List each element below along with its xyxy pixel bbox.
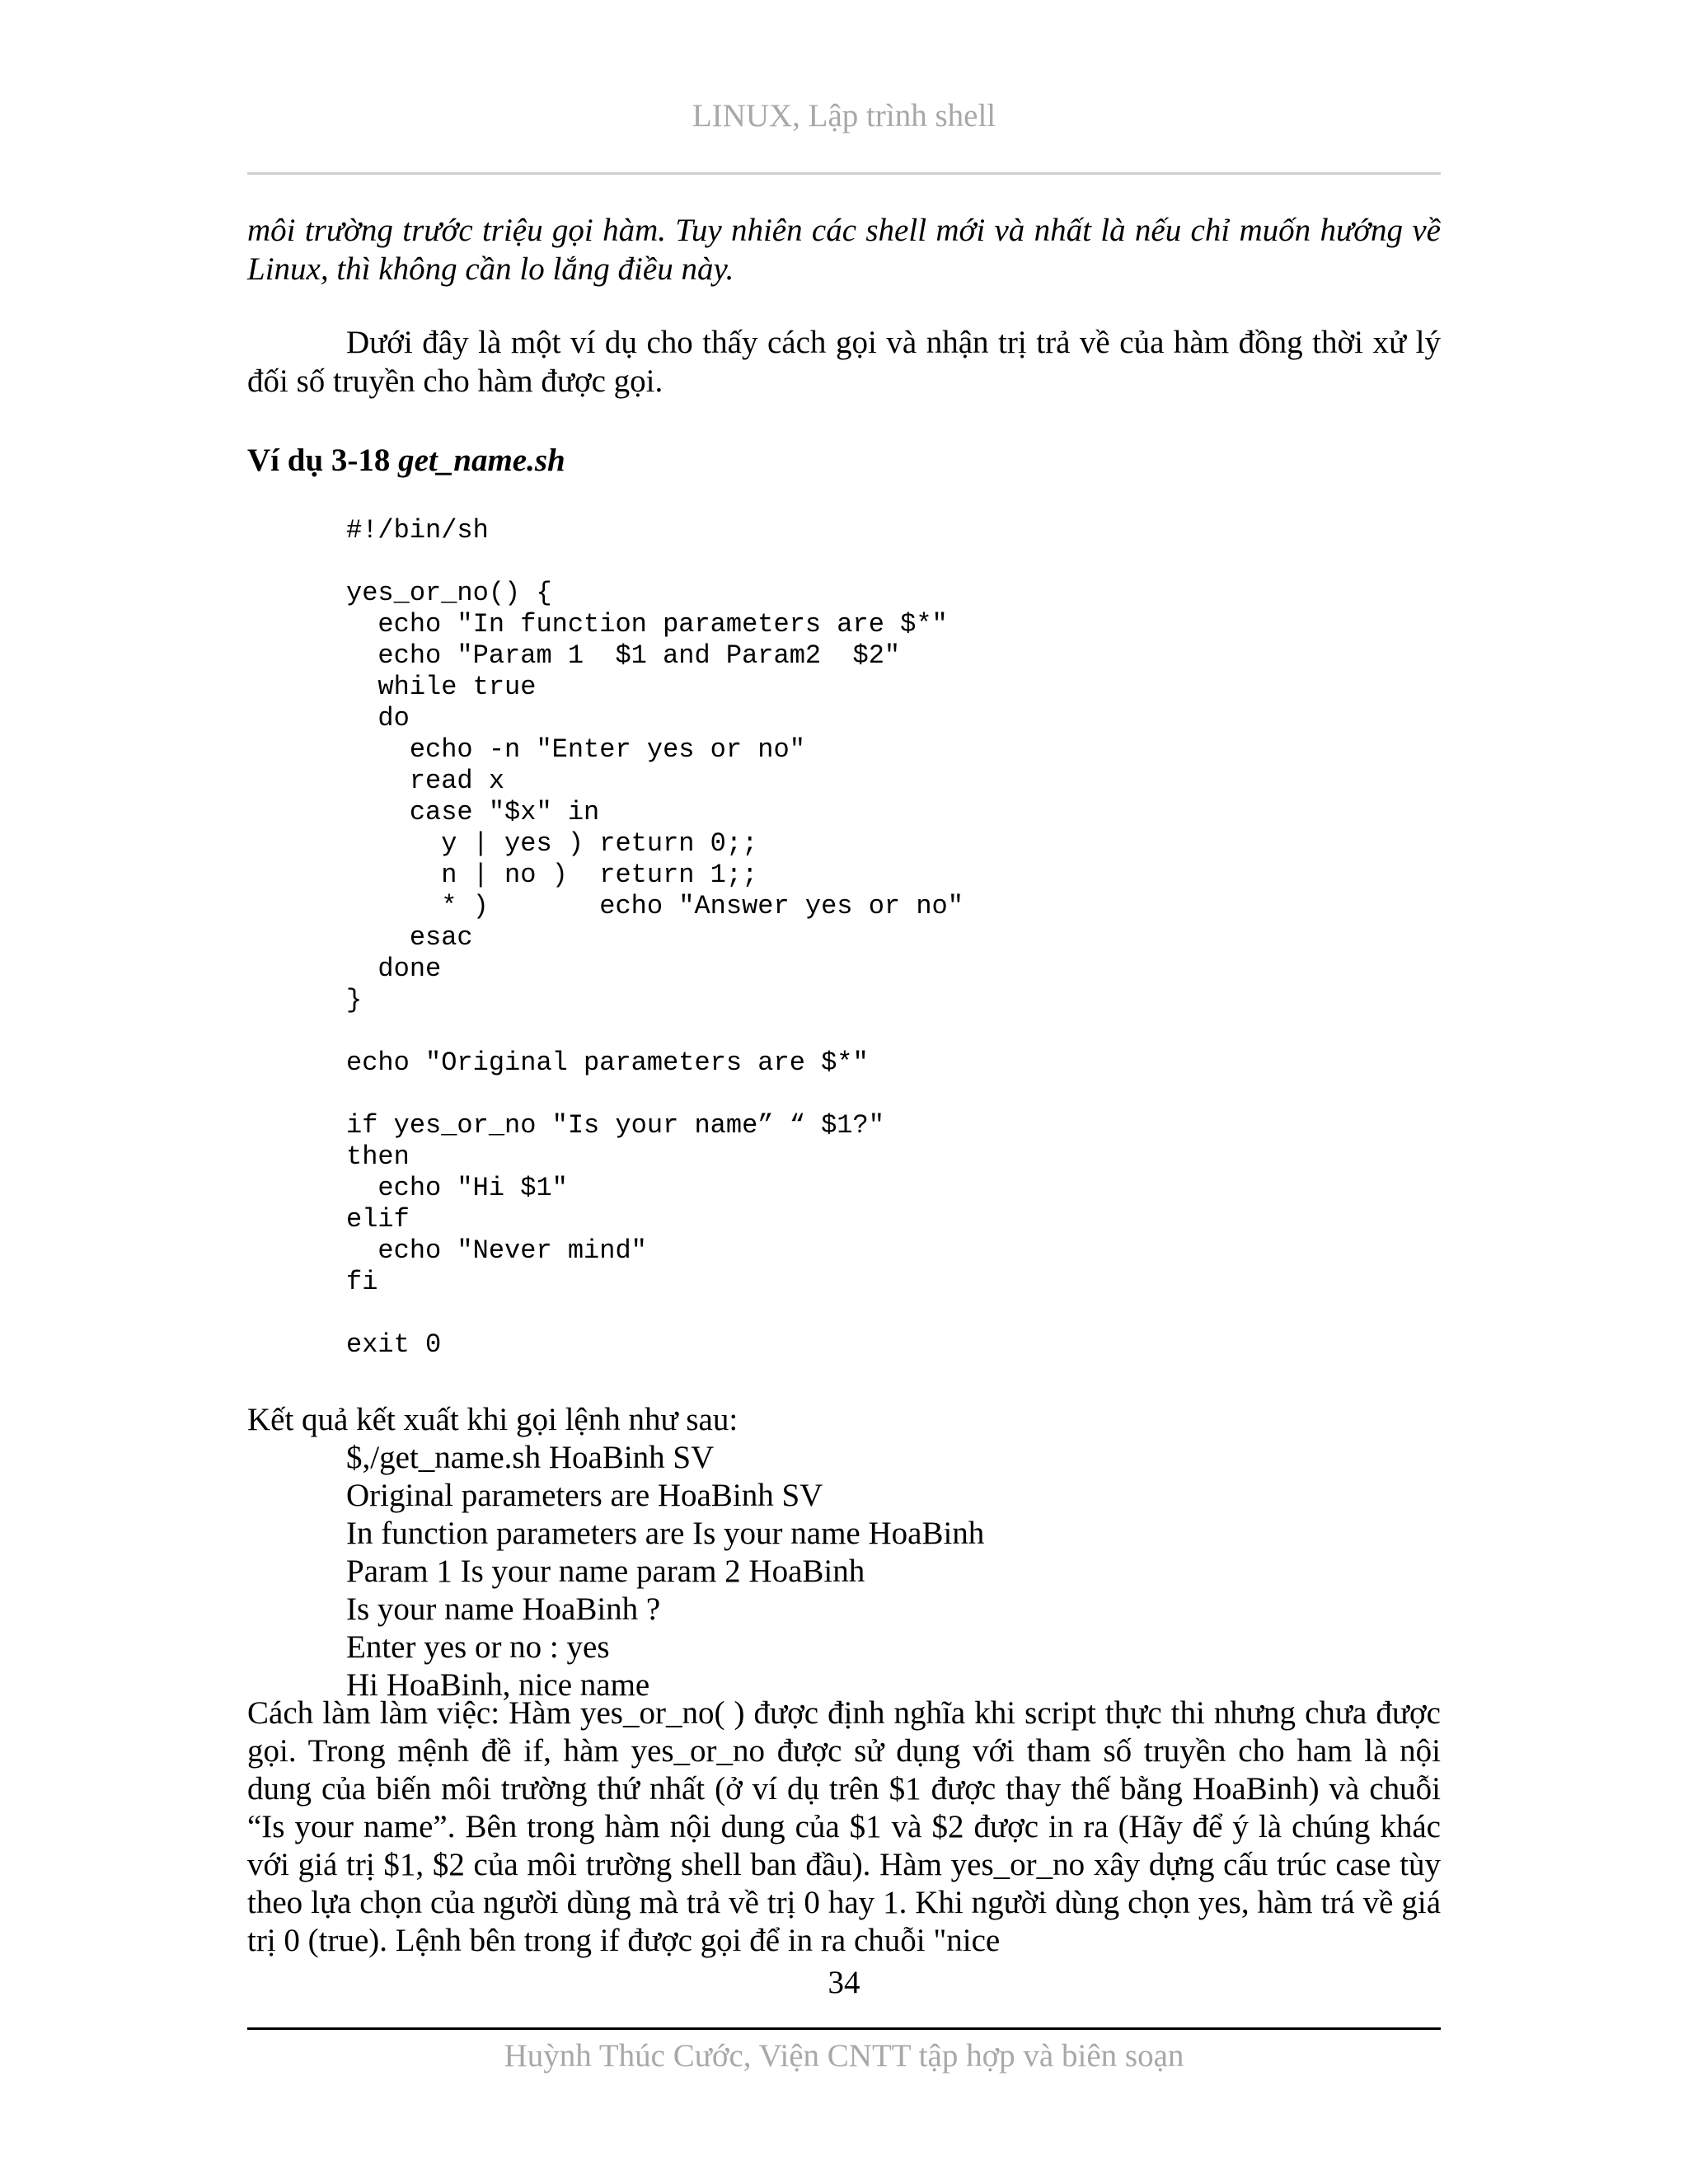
intro-paragraph: Dưới đây là một ví dụ cho thấy cách gọi và nhận trị trả về của hàm đồng thời xử lý đối số truyền cho hàm được gọi. [247,325,1441,399]
footer-divider [247,2027,1441,2030]
output-line: Is your name HoaBinh ? [346,1591,661,1627]
output-line: $,/get_name.sh HoaBinh SV [346,1440,715,1475]
output-lines [346,1439,984,1704]
output-line: In function parameters are Is your name HoaBinh [346,1516,985,1551]
example-label: Ví dụ 3-18 [247,443,399,478]
intro-italic-paragraph: môi trường trước triệu gọi hàm. Tuy nhiên các shell mới và nhất là nếu chỉ muốn hướng về Linux, thì không cần lo lắng điều này. [247,213,1441,287]
output-line: Enter yes or no : yes [346,1629,610,1665]
running-header: LINUX, Lập trình shell [692,98,996,134]
explanation-paragraph: Cách làm làm việc: Hàm yes_or_no( ) được định nghĩa khi script thực thi nhưng chưa được gọi. Trong mệnh đề if, hàm yes_or_no được sử dụng với tham số truyền cho ham là nội dung của biến môi trường thứ nhất (ở ví dụ trên $1 được thay thế bằng HoaBinh) và chuỗi “Is your name”. Bên trong hàm nội dung của $1 và $2 được in ra (Hãy để ý là chúng khác với giá trị $1, $2 của môi trường shell ban đầu). Hàm yes_or_no xây dựng cấu trúc case tùy theo lựa chọn của người dùng mà trả về trị 0 hay 1. Khi người dùng chọn yes, hàm trá về giá trị 0 (true). Lệnh bên trong if được gọi để in ra chuỗi "nice [247,1695,1441,1958]
output-line: Param 1 Is your name param 2 HoaBinh [346,1554,865,1589]
example-filename: get_name.sh [398,443,565,478]
output-intro: Kết quả kết xuất khi gọi lệnh như sau: [247,1402,738,1437]
output-line: Hi HoaBinh, nice name [346,1667,650,1703]
running-footer: Huỳnh Thúc Cước, Viện CNTT tập hợp và biên soạn [504,2038,1184,2074]
output-line: Original parameters are HoaBinh SV [346,1478,823,1513]
code-listing: #!/bin/sh yes_or_no() { echo "In function parameters are $*" echo "Param 1 $1 and Param2 $2" while true do echo -n "Enter yes or no" read x case "$x" in y | yes ) return 0;; n | no ) return 1;; * ) echo "Answer yes or no" esac done } echo "Original parameters are $*" if yes_or_no "Is your name” “ $1?" then echo "Hi $1" elif echo "Never mind" fi exit 0 [346,515,964,1360]
example-title [247,442,565,479]
header-divider [247,172,1441,175]
page-number: 34 [828,1965,860,2000]
